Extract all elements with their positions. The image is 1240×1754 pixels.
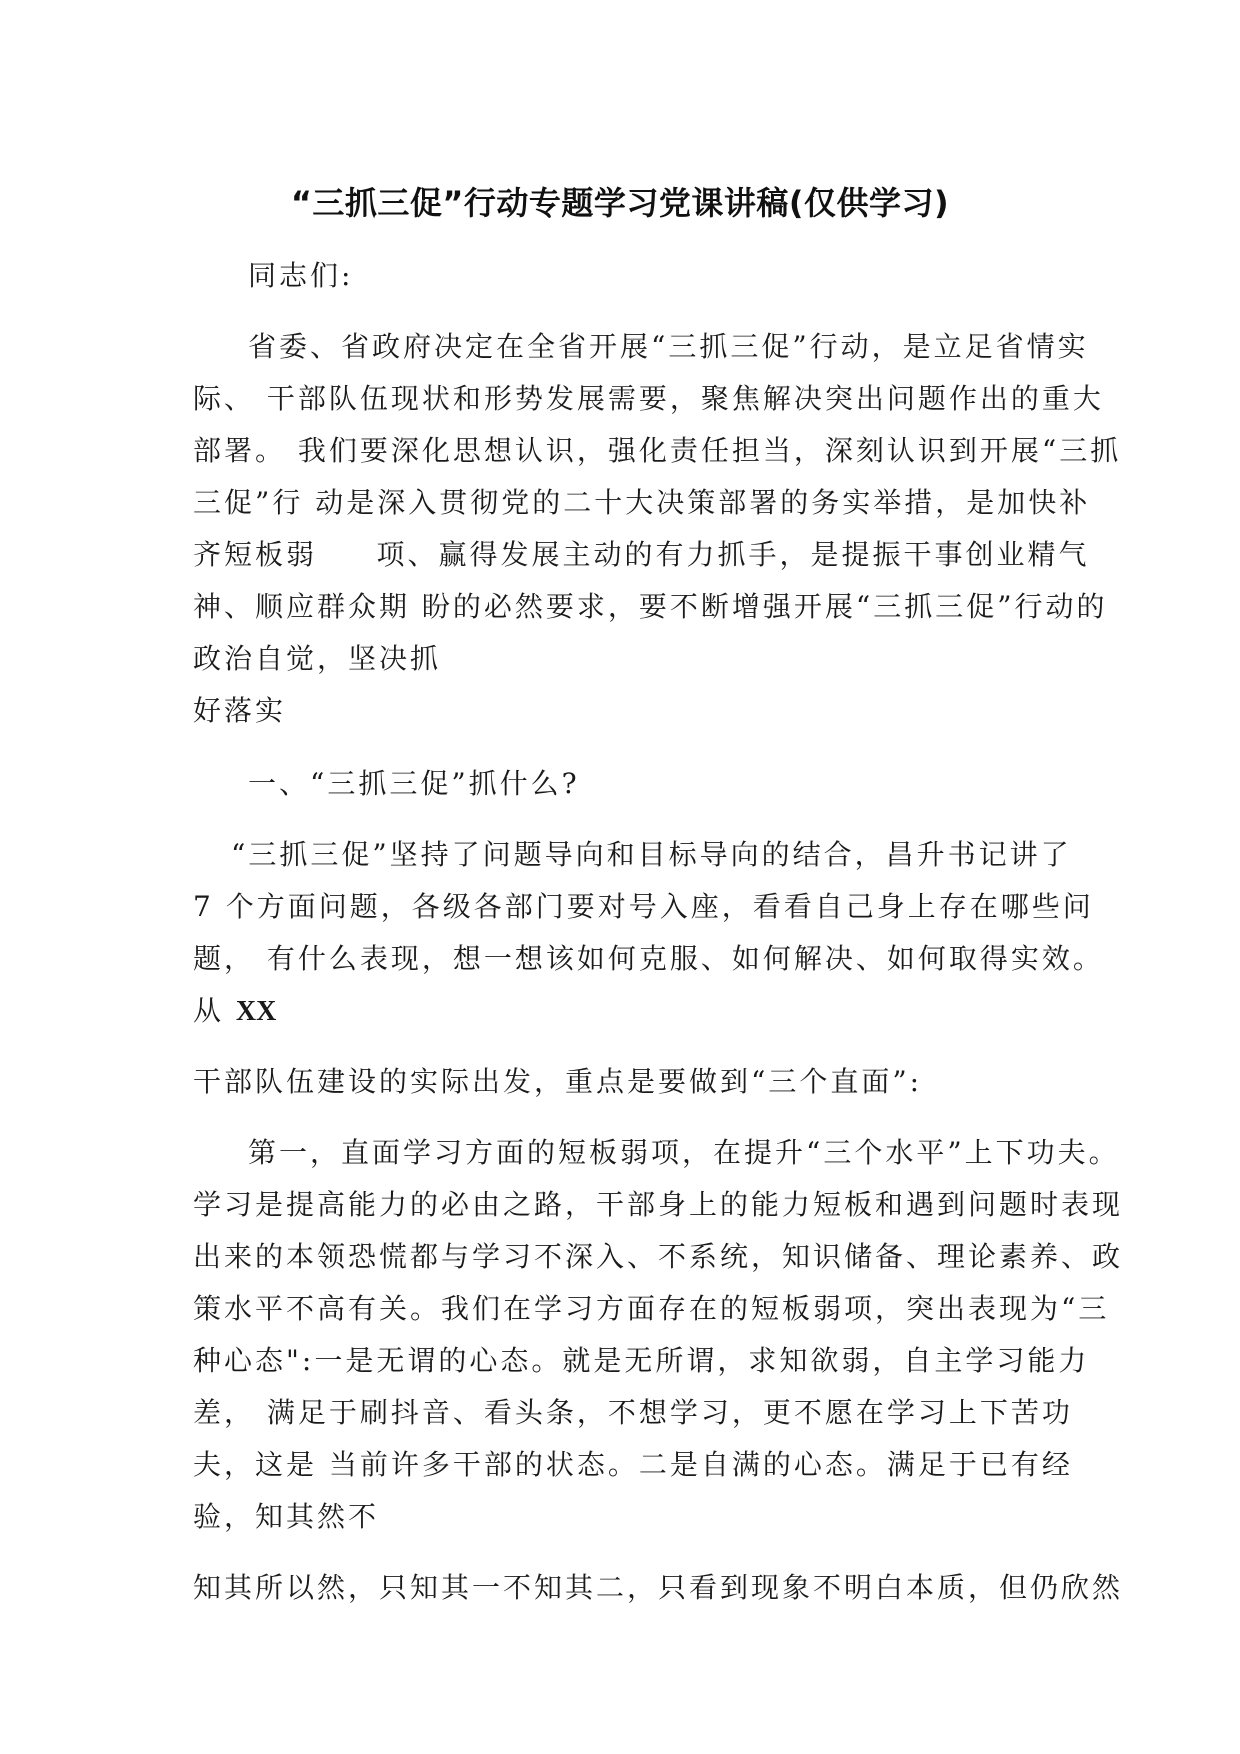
paragraph-line: 学习是提高能力的必由之路，干部身上的能力短板和遇到问题时表现 xyxy=(193,1188,1124,1221)
paragraph-line: 验，知其然不 xyxy=(193,1500,380,1533)
paragraph-line: 干部队伍建设的实际出发，重点是要做到“三个直面”: xyxy=(193,1065,923,1098)
paragraph-line: 神、顺应群众期 盼的必然要求，要不断增强开展“三抓三促”行动的 xyxy=(193,590,1108,623)
document-title: “三抓三促”行动专题学习党课讲稿(仅供学习) xyxy=(290,184,950,222)
section-heading: 一、“三抓三促”抓什么? xyxy=(248,767,580,800)
paragraph-line: 齐短板弱 项、赢得发展主动的有力抓手，是提振干事创业精气 xyxy=(193,538,1090,571)
paragraph-line: 种心态":一是无谓的心态。就是无所谓，求知欲弱，自主学习能力 xyxy=(193,1344,1090,1377)
paragraph-line: 省委、省政府决定在全省开展“三抓三促”行动，是立足省情实 xyxy=(248,330,1089,363)
paragraph-line: 差， 满足于刷抖音、看头条，不想学习，更不愿在学习上下苦功 xyxy=(193,1396,1073,1429)
paragraph-line-prefix: 从 xyxy=(193,994,236,1027)
paragraph-line: 政治自觉，坚决抓 xyxy=(193,642,442,675)
paragraph-line: 策水平不高有关。我们在学习方面存在的短板弱项，突出表现为“三 xyxy=(193,1292,1110,1325)
placeholder-xx: XX xyxy=(235,996,277,1027)
paragraph-line: 题， 有什么表现，想一想该如何克服、如何解决、如何取得实效。 xyxy=(193,942,1104,975)
paragraph-line: “三抓三促”坚持了问题导向和目标导向的结合，昌升书记讲了 xyxy=(231,838,1072,871)
paragraph-line: 三促”行 动是深入贯彻党的二十大决策部署的务实举措，是加快补 xyxy=(193,486,1091,519)
paragraph-line: 部署。 我们要深化思想认识，强化责任担当，深刻认识到开展“三抓 xyxy=(193,434,1122,467)
paragraph-line: 出来的本领恐慌都与学习不深入、不系统，知识储备、理论素养、政 xyxy=(193,1240,1124,1273)
paragraph-line: 好落实 xyxy=(193,694,287,727)
paragraph-line: 夫，这是 当前许多干部的状态。二是自满的心态。满足于已有经 xyxy=(193,1448,1073,1481)
paragraph-line: 知其所以然，只知其一不知其二，只看到现象不明白本质，但仍欣然 xyxy=(193,1571,1124,1604)
paragraph-line xyxy=(193,993,276,1030)
paragraph-line: 7 个方面问题，各级各部门要对号入座，看看自己身上存在哪些问 xyxy=(193,890,1094,923)
salutation: 同志们: xyxy=(248,259,354,292)
paragraph-line: 际、 干部队伍现状和形势发展需要，聚焦解决突出问题作出的重大 xyxy=(193,382,1104,415)
paragraph-line: 第一，直面学习方面的短板弱项，在提升“三个水平”上下功夫。 xyxy=(248,1136,1120,1169)
